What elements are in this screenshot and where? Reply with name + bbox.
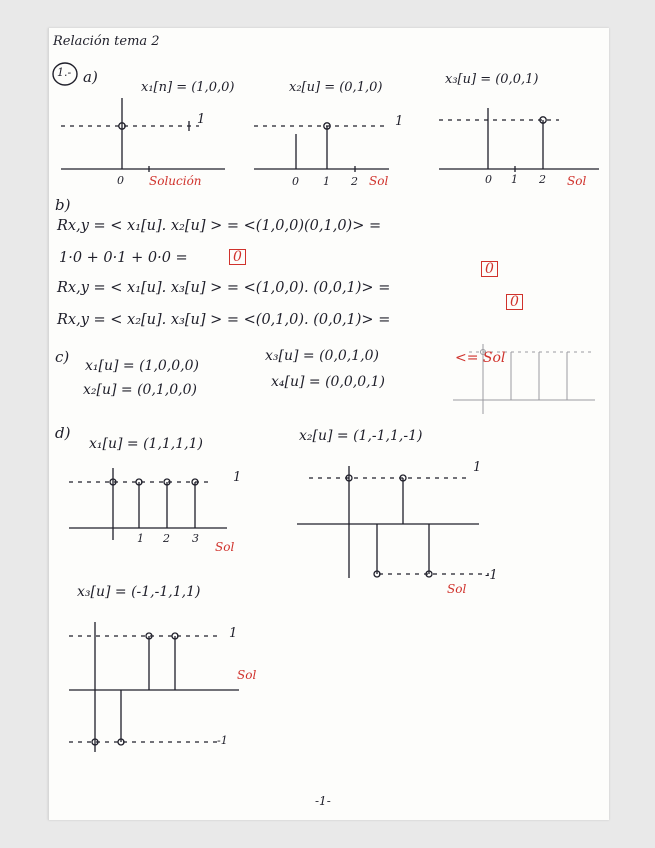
part-d-x3-plot <box>49 612 309 762</box>
x2-solution-note: Sol <box>369 174 389 188</box>
dot-product-line: 1·0 + 0·1 + 0·0 = <box>59 250 188 266</box>
x3-solution-note: Sol <box>567 174 587 188</box>
signal-c-x2: x₂[u] = (0,1,0,0) <box>83 382 197 398</box>
result-box-3: 0 <box>506 294 523 310</box>
result-box-2: 0 <box>481 261 498 277</box>
x2-d-solution-note: Sol <box>447 582 467 596</box>
x1-d-tick-3: 3 <box>192 532 199 545</box>
result-box-1: 0 <box>229 249 246 265</box>
x3-d-amplitude-label: 1 <box>229 626 238 641</box>
part-d-label: d) <box>55 424 71 442</box>
signal-x1-label: x₁[n] = (1,0,0) <box>141 80 235 95</box>
page-title: Relación tema 2 <box>53 34 160 49</box>
x3-tick-0: 0 <box>485 173 492 186</box>
part-c-label: c) <box>55 348 70 366</box>
signal-c-x4: x₄[u] = (0,0,0,1) <box>271 374 385 390</box>
page-number: -1- <box>315 794 331 808</box>
x2-amplitude-label: 1 <box>395 114 404 129</box>
x1-d-solution-note: Sol <box>215 540 235 554</box>
x2-tick-1: 1 <box>323 175 330 188</box>
x1-d-amplitude-label: 1 <box>233 470 242 485</box>
x1-tick-0: 0 <box>117 174 124 187</box>
part-b-label: b) <box>55 196 71 214</box>
x1-d-tick-2: 2 <box>163 532 170 545</box>
cross-correlation-x1-x2: Rx,y = < x₁[u]. x₂[u] > = <(1,0,0)(0,1,0)> = <box>57 218 382 234</box>
signal-d-x1: x₁[u] = (1,1,1,1) <box>89 436 203 452</box>
x2-tick-2: 2 <box>351 175 358 188</box>
signal-d-x3: x₃[u] = (-1,-1,1,1) <box>77 584 201 600</box>
x3-tick-1: 1 <box>511 173 518 186</box>
part-c-sketch <box>449 328 599 418</box>
x1-amplitude-label: 1 <box>197 112 206 127</box>
signal-d-x2: x₂[u] = (1,-1,1,-1) <box>299 428 423 444</box>
x1-solution-note: Solución <box>149 174 202 188</box>
x3-d-minus-one-label: -1 <box>217 734 228 747</box>
part-d-x1-x2-plots <box>49 458 609 588</box>
signal-x3-label: x₃[u] = (0,0,1) <box>445 72 539 87</box>
cross-correlation-x1-x3: Rx,y = < x₁[u]. x₃[u] > = <(1,0,0). (0,0,1)> = <box>57 280 391 296</box>
x2-tick-0: 0 <box>292 175 299 188</box>
signal-c-x3: x₃[u] = (0,0,1,0) <box>265 348 379 364</box>
part-c-solution-note: <= Sol <box>455 350 506 366</box>
x2-d-amplitude-label: 1 <box>473 460 482 475</box>
x3-tick-2: 2 <box>539 173 546 186</box>
cross-correlation-x2-x3: Rx,y = < x₂[u]. x₃[u] > = <(0,1,0). (0,0,1)> = <box>57 312 391 328</box>
problem-number: 1.- <box>57 66 72 79</box>
part-a-label: a) <box>83 68 98 86</box>
notebook-page <box>48 28 609 820</box>
x2-d-minus-one-label: -1 <box>485 568 498 583</box>
x1-d-tick-1: 1 <box>137 532 144 545</box>
signal-x2-label: x₂[u] = (0,1,0) <box>289 80 383 95</box>
x3-d-solution-note: Sol <box>237 668 257 682</box>
signal-c-x1: x₁[u] = (1,0,0,0) <box>85 358 199 374</box>
